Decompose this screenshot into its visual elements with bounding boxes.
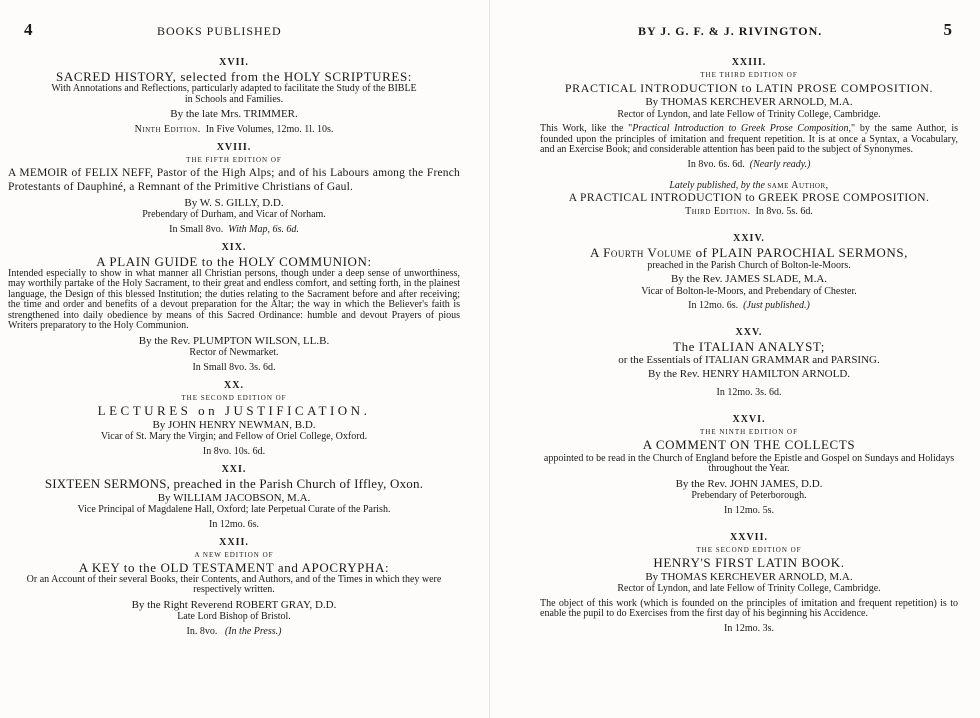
edition-line: THE THIRD EDITION OF bbox=[700, 71, 798, 79]
entry-number: XXV. bbox=[735, 327, 763, 338]
book-author: By JOHN HENRY NEWMAN, B.D. bbox=[152, 418, 316, 431]
edition-line: THE SECOND EDITION OF bbox=[696, 545, 802, 554]
book-price: In 8vo. 10s. 6d. bbox=[202, 445, 266, 457]
author-position: Prebendary of Durham, and Vicar of Norham. bbox=[142, 209, 326, 220]
also-prefix: Lately published, by the bbox=[669, 179, 765, 191]
edition-line: THE NINTH EDITION OF bbox=[700, 427, 798, 436]
also-title: A PRACTICAL INTRODUCTION to GREEK PROSE COMPOSITION. bbox=[568, 191, 930, 204]
book-entry bbox=[8, 463, 460, 531]
page-number: 4 bbox=[24, 20, 33, 39]
entry-number: XXI. bbox=[221, 463, 247, 475]
book-title: PRACTICAL INTRODUCTION to LATIN PROSE COMPOSITION. bbox=[564, 81, 934, 95]
entry-number: XVIII. bbox=[216, 141, 252, 153]
book-entry bbox=[540, 326, 958, 399]
book-price: In 12mo. 3s. bbox=[724, 622, 774, 634]
also-price bbox=[540, 205, 958, 218]
entry-number: XXIV. bbox=[733, 232, 765, 244]
title-volume: Fourth Volume bbox=[603, 244, 692, 260]
price-text: In 12mo. 6s. bbox=[688, 300, 739, 311]
book-title: A PLAIN GUIDE to the HOLY COMMUNION: bbox=[96, 253, 372, 269]
title-start: A bbox=[589, 244, 600, 260]
book-entry bbox=[540, 232, 958, 313]
book-entry bbox=[540, 531, 958, 635]
description-start: This Work, like the " bbox=[540, 123, 633, 134]
entry-number: XXIII. bbox=[731, 57, 767, 68]
book-price bbox=[8, 625, 460, 638]
edition-line: THE SECOND EDITION OF bbox=[181, 393, 287, 402]
running-head: BOOKS PUBLISHED bbox=[157, 24, 282, 38]
price-text: In 8vo. 5s. 6d. bbox=[755, 205, 813, 217]
price-note: (In the Press.) bbox=[224, 625, 282, 637]
book-entry bbox=[8, 56, 460, 136]
book-author: By THOMAS KERCHEVER ARNOLD, M.A. bbox=[645, 96, 853, 108]
book-description bbox=[540, 124, 958, 156]
book-author: By the Rev. PLUMPTON WILSON, LL.B. bbox=[138, 334, 330, 347]
price-note: With Map, 6s. 6d. bbox=[228, 223, 299, 235]
also-author: same Author, bbox=[767, 179, 829, 191]
author-position: Prebendary of Peterborough. bbox=[691, 490, 807, 501]
book-price bbox=[8, 123, 460, 136]
book-title: A MEMOIR of FELIX NEFF, Pastor of the High Alps; and of his Labours among the French Protestants of Dauphiné, a Remnant of the Primitive Christians of Gaul. bbox=[8, 166, 460, 193]
entry-list bbox=[8, 56, 460, 643]
book-entry bbox=[540, 56, 958, 218]
book-price: In 12mo. 6s. bbox=[209, 518, 259, 530]
book-entry bbox=[8, 241, 460, 374]
book-price bbox=[8, 223, 460, 236]
price-text: In. 8vo. bbox=[186, 625, 218, 637]
book-title: A KEY to the OLD TESTAMENT and APOCRYPHA: bbox=[78, 559, 390, 575]
book-author: By the Right Reverend ROBERT GRAY, D.D. bbox=[131, 598, 337, 611]
book-entry bbox=[8, 536, 460, 638]
author-position: Late Lord Bishop of Bristol. bbox=[177, 611, 291, 622]
edition-label: Ninth Edition. bbox=[134, 123, 201, 135]
author-position: Vicar of Bolton-le-Moors, and Prebendary of Chester. bbox=[641, 285, 857, 297]
book-price: In 12mo. 3s. 6d. bbox=[716, 386, 782, 398]
price-text: In Five Volumes, 12mo. 1l. 10s. bbox=[205, 123, 334, 135]
book-author: By W. S. GILLY, D.D. bbox=[184, 196, 284, 209]
book-title: The ITALIAN ANALYST; bbox=[673, 339, 825, 354]
book-subtitle: preached in the Parish Church of Bolton-le-Moors. bbox=[647, 259, 851, 271]
entry-number: XXVI. bbox=[732, 413, 766, 425]
right-page bbox=[490, 0, 980, 718]
book-price bbox=[540, 299, 958, 312]
entry-list bbox=[540, 56, 958, 640]
entry-number: XIX. bbox=[221, 241, 247, 253]
price-note: (Just published.) bbox=[743, 300, 810, 311]
entry-number: XVII. bbox=[219, 57, 249, 68]
book-entry bbox=[540, 413, 958, 517]
book-author: By the Rev. JOHN JAMES, D.D. bbox=[675, 477, 823, 490]
entry-number: XX. bbox=[224, 379, 244, 391]
description-end: " by the same Author, is founded upon the principles of imitation and frequent repetition. It is at once a Syntax, a Vocabulary, and an Exercise Book; and considerable attention has been paid to the subject of Synonymes. bbox=[540, 123, 959, 155]
book-description: Or an Account of their several Books, their Contents, and Authors, and of the Times in which they were respectively written. bbox=[26, 573, 442, 595]
author-position: Rector of Lyndon, and late Fellow of Trinity College, Cambridge. bbox=[617, 108, 881, 120]
book-title: LECTURES on JUSTIFICATION. bbox=[97, 402, 371, 418]
running-head: BY J. G. F. & J. RIVINGTON. bbox=[638, 24, 823, 38]
book-author: By the late Mrs. TRIMMER. bbox=[170, 108, 298, 120]
entry-number: XXVII. bbox=[730, 531, 768, 543]
author-position: Vicar of St. Mary the Virgin; and Fellow of Oriel College, Oxford. bbox=[100, 431, 368, 442]
book-author: By the Rev. JAMES SLADE, M.A. bbox=[670, 273, 828, 285]
book-subtitle: or the Essentials of ITALIAN GRAMMAR and PARSING. bbox=[618, 354, 880, 366]
author-position: Rector of Newmarket. bbox=[189, 347, 279, 358]
book-entry bbox=[8, 379, 460, 458]
price-text: In Small 8vo. bbox=[169, 223, 224, 235]
book-description: Intended especially to show in what manner all Christian persons, though under a deep sense of unworthiness, may worthily partake of the Holy Sacrament, to their great and endless comfort, and setting forth, in the plainest language, the Design of this blessed Institution; the duties relating to the Sacrament before and after receiving; the time and order and benefits of a devout preparation for the Altar; the way in which the Believer's faith is strengthened into daily obedience by means of this Sacred Ordinance: humble and devout Prayers of pious Writers preparatory to the Holy Communion. bbox=[8, 267, 460, 331]
book-price: In 12mo. 5s. bbox=[724, 504, 774, 516]
page-number: 5 bbox=[943, 20, 952, 39]
entry-number: XXII. bbox=[219, 536, 249, 548]
book-title: HENRY'S FIRST LATIN BOOK. bbox=[653, 554, 845, 570]
title-end: of PLAIN PAROCHIAL SERMONS, bbox=[695, 244, 909, 260]
book-title: SACRED HISTORY, selected from the HOLY SCRIPTURES: bbox=[56, 69, 412, 84]
book-title: A COMMENT ON THE COLLECTS bbox=[642, 436, 856, 452]
book-description: appointed to be read in the Church of England before the Epistle and Gospel on Sundays and Holidays throughout the Year. bbox=[543, 452, 955, 474]
price-note: (Nearly ready.) bbox=[749, 158, 811, 170]
also-published-line bbox=[540, 179, 958, 192]
book-price bbox=[540, 158, 958, 171]
price-text: In 8vo. 6s. 6d. bbox=[687, 158, 745, 170]
book-title: SIXTEEN SERMONS, preached in the Parish Church of Iffley, Oxon. bbox=[44, 475, 424, 491]
book-author: By THOMAS KERCHEVER ARNOLD, M.A. bbox=[645, 570, 853, 583]
referenced-work: Practical Introduction to Greek Prose Composition, bbox=[632, 123, 852, 134]
book-author: By WILLIAM JACOBSON, M.A. bbox=[157, 491, 311, 504]
edition-line: THE FIFTH EDITION OF bbox=[186, 155, 282, 164]
book-entry bbox=[8, 141, 460, 236]
edition-label: Third Edition. bbox=[685, 205, 751, 217]
book-author: By the Rev. HENRY HAMILTON ARNOLD. bbox=[647, 368, 851, 380]
edition-line: A NEW EDITION OF bbox=[194, 550, 274, 559]
book-price: In Small 8vo. 3s. 6d. bbox=[192, 361, 276, 373]
author-position: Rector of Lyndon, and late Fellow of Trinity College, Cambridge. bbox=[617, 583, 881, 594]
book-description: With Annotations and Reflections, particularly adapted to facilitate the Study of the BIBLE in Schools and Families. bbox=[51, 83, 417, 105]
author-position: Vice Principal of Magdalene Hall, Oxford; late Perpetual Curate of the Parish. bbox=[77, 504, 391, 515]
book-title bbox=[540, 246, 958, 260]
book-description: The object of this work (which is founded on the principles of imitation and frequent repetition) is to enable the pupil to do Exercises from the first day of his beginning his Accidence. bbox=[540, 597, 958, 619]
